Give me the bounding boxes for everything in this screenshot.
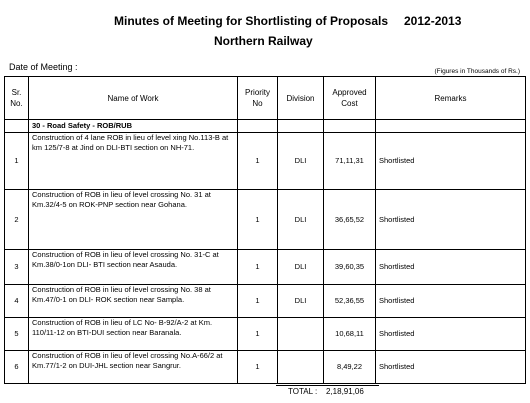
column-header-division: Division <box>278 77 324 120</box>
table-header-row <box>5 77 526 120</box>
table-row <box>5 318 526 351</box>
row-remarks: Shortlisted <box>376 285 526 318</box>
column-header-cost: Approved Cost <box>324 77 376 120</box>
row-priority: 1 <box>238 351 278 384</box>
section-spacer <box>5 120 29 133</box>
row-sr: 5 <box>5 318 29 351</box>
section-empty-cell <box>376 120 526 133</box>
row-sr: 4 <box>5 285 29 318</box>
table-row <box>5 351 526 384</box>
section-empty-cell <box>324 120 376 133</box>
title-line2: Northern Railway <box>214 34 313 48</box>
row-cost: 71,11,31 <box>324 133 376 190</box>
table-row <box>5 133 526 190</box>
row-division: DLI <box>278 190 324 250</box>
column-header-work: Name of Work <box>29 77 238 120</box>
table-row <box>5 285 526 318</box>
row-priority: 1 <box>238 133 278 190</box>
row-sr: 6 <box>5 351 29 384</box>
title-year: 2012-2013 <box>404 14 462 28</box>
row-work: Construction of ROB in lieu of level crossing No. 31-C at Km.38/0-1on DLI- BTI section near Asauda. <box>29 250 238 285</box>
row-priority: 1 <box>238 250 278 285</box>
column-header-remarks: Remarks <box>376 77 526 120</box>
total-block <box>276 385 379 396</box>
row-division <box>278 318 324 351</box>
column-header-sr: Sr. No. <box>5 77 29 120</box>
row-remarks: Shortlisted <box>376 190 526 250</box>
figures-note: (Figures in Thousands of Rs.) <box>434 68 520 75</box>
section-empty-cell <box>238 120 278 133</box>
section-row <box>5 120 526 133</box>
row-remarks: Shortlisted <box>376 318 526 351</box>
row-priority: 1 <box>238 318 278 351</box>
table-row <box>5 250 526 285</box>
section-empty-cell <box>278 120 324 133</box>
row-remarks: Shortlisted <box>376 250 526 285</box>
row-work: Construction of ROB in lieu of level crossing No. 38 at Km.47/0-1 on DLI- ROK section near Sampla. <box>29 285 238 318</box>
row-work: Construction of 4 lane ROB in lieu of level xing No.113-B at km 125/7-8 at Jind on DLI-BTI section on NH-71. <box>29 133 238 190</box>
proposals-table <box>4 76 526 384</box>
title-line1: Minutes of Meeting for Shortlisting of Proposals <box>114 14 389 28</box>
row-cost: 36,65,52 <box>324 190 376 250</box>
row-cost: 10,68,11 <box>324 318 376 351</box>
row-priority: 1 <box>238 190 278 250</box>
row-division: DLI <box>278 250 324 285</box>
section-title: 30 - Road Safety - ROB/RUB <box>29 120 238 133</box>
table-row <box>5 190 526 250</box>
total-label: TOTAL : <box>288 387 318 396</box>
row-sr: 3 <box>5 250 29 285</box>
row-work: Construction of ROB in lieu of level crossing No. 31 at Km.32/4-5 on ROK-PNP section near Gohana. <box>29 190 238 250</box>
row-work: Construction of ROB in lieu of level crossing No.A-66/2 at Km.77/1-2 on DUI-JHL section near Sangrur. <box>29 351 238 384</box>
row-cost: 39,60,35 <box>324 250 376 285</box>
row-sr: 1 <box>5 133 29 190</box>
row-division: DLI <box>278 285 324 318</box>
row-remarks: Shortlisted <box>376 351 526 384</box>
column-header-priority: Priority No <box>238 77 278 120</box>
row-division <box>278 351 324 384</box>
total-value: 2,18,91,06 <box>326 387 364 396</box>
row-cost: 8,49,22 <box>324 351 376 384</box>
meeting-date-label: Date of Meeting : <box>9 62 78 72</box>
row-cost: 52,36,55 <box>324 285 376 318</box>
row-work: Construction of ROB in lieu of LC No- B-92/A-2 at Km. 110/11-12 on BTI-DUI section near Baranala. <box>29 318 238 351</box>
row-priority: 1 <box>238 285 278 318</box>
row-sr: 2 <box>5 190 29 250</box>
row-division: DLI <box>278 133 324 190</box>
row-remarks: Shortlisted <box>376 133 526 190</box>
